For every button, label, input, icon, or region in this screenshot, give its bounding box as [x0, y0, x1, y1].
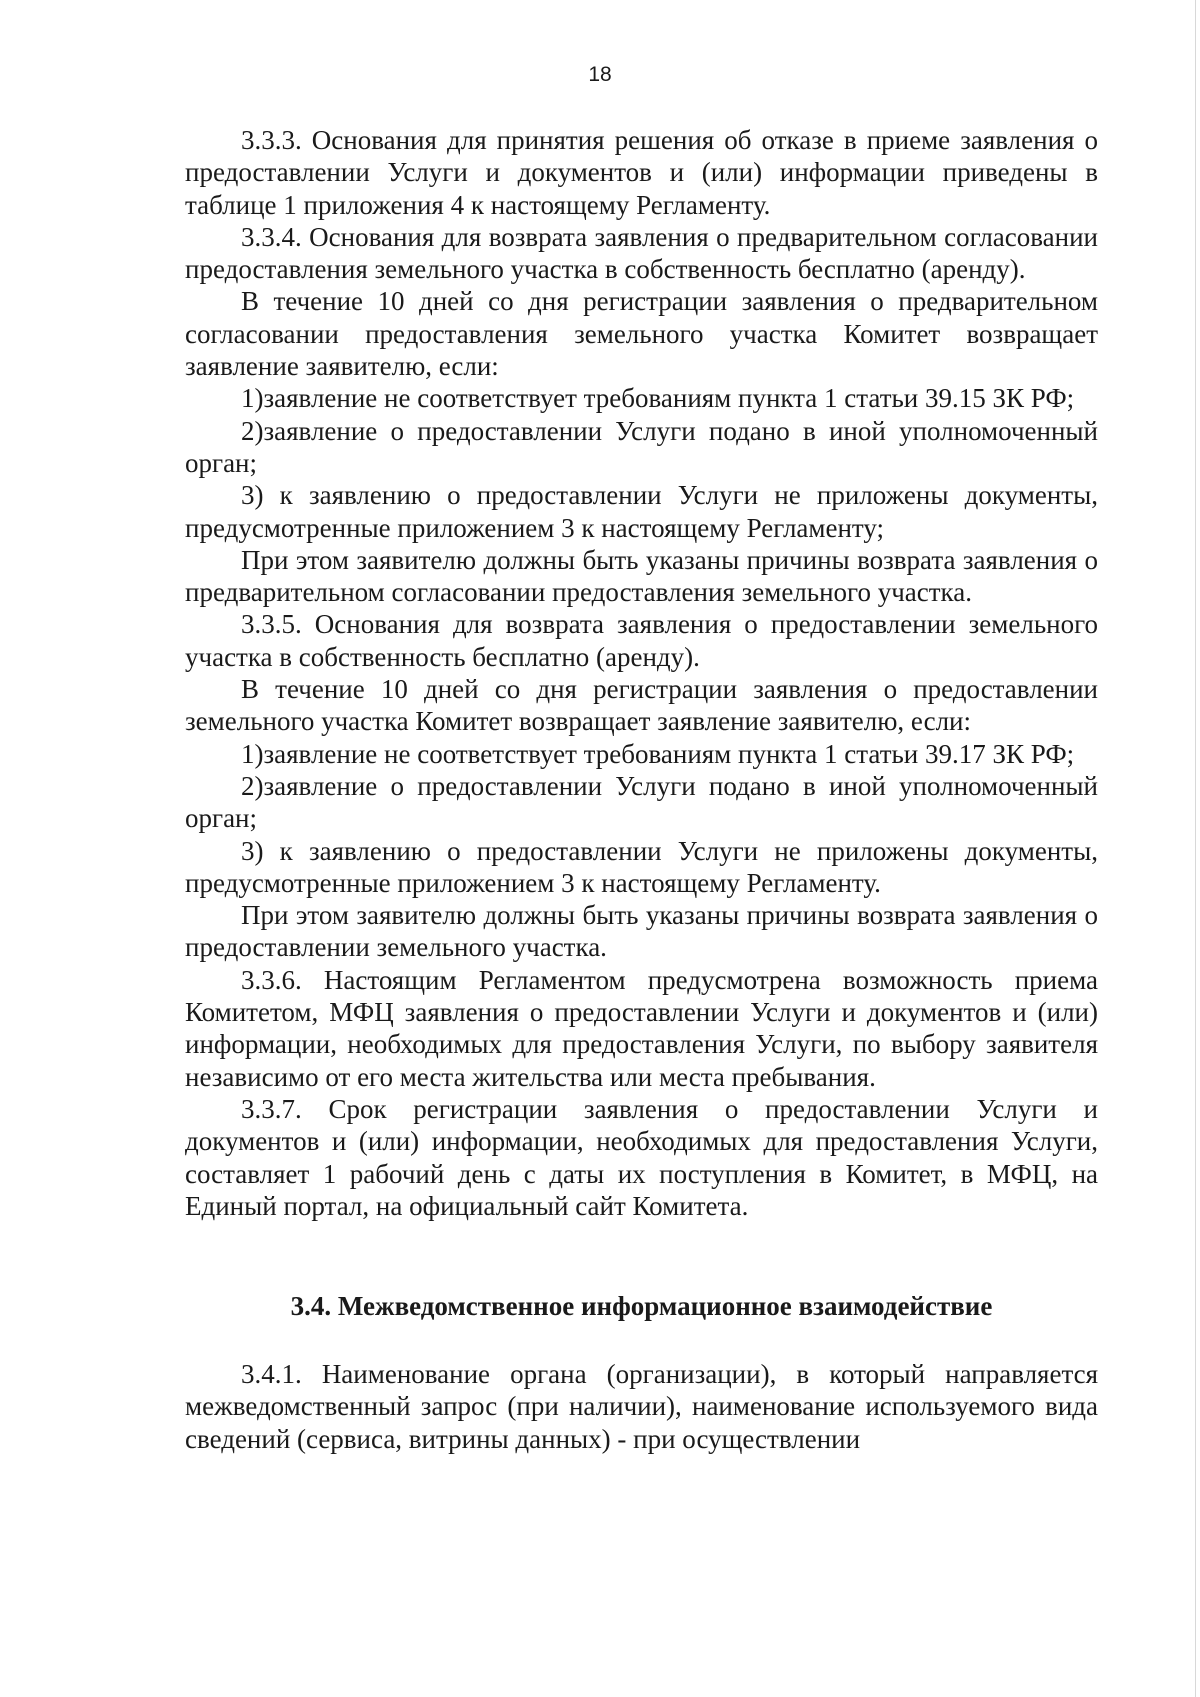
paragraph-3-3-4: 3.3.4. Основания для возврата заявления о предварительном согласовании предоставления земельного участка в собственность бесплатно (аренду). — [185, 221, 1098, 285]
paragraph-3-3-6: 3.3.6. Настоящим Регламентом предусмотрена возможность приема Комитетом, МФЦ заявления о предоставлении Услуги и документов и (или) информации, необходимых для предоставления Услуги, по выбору заявителя независимо от его места жительства или места пребывания. — [185, 964, 1098, 1092]
list-item-2: 2)заявление о предоставлении Услуги подано в иной уполномоченный орган; — [185, 415, 1098, 478]
paragraph-3-3-5: 3.3.5. Основания для возврата заявления о предоставлении земельного участка в собственность бесплатно (аренду). — [185, 609, 1098, 672]
paragraph-3-3-3: 3.3.3. Основания для принятия решения об отказе в приеме заявления о предоставлении Услуги и документов и (или) информации приведены в таблице 1 приложения 4 к настоящему Регламенту. — [185, 125, 1098, 220]
paragraph-3-3-5-note: При этом заявителю должны быть указаны причины возврата заявления о предоставлении земельного участка. — [185, 900, 1098, 963]
list-item-2: 2)заявление о предоставлении Услуги подано в иной уполномоченный орган; — [185, 770, 1098, 834]
list-item-1: 1)заявление не соответствует требованиям пункта 1 статьи 39.15 ЗК РФ; — [241, 383, 1075, 414]
document-body — [185, 124, 1098, 1455]
list-item-1: 1)заявление не соответствует требованиям пункта 1 статьи 39.17 ЗК РФ; — [241, 738, 1075, 769]
section-heading-3-4: 3.4. Межведомственное информационное взаимодействие — [290, 1291, 993, 1322]
list-item-3: 3) к заявлению о предоставлении Услуги не приложены документы, предусмотренные приложением 3 к настоящему Регламенту; — [185, 480, 1098, 543]
page-edge-line — [1195, 0, 1196, 1697]
paragraph-3-3-5-intro: В течение 10 дней со дня регистрации заявления о предоставлении земельного участка Комитет возвращает заявление заявителю, если: — [185, 674, 1098, 737]
paragraph-3-3-4-note: При этом заявителю должны быть указаны причины возврата заявления о предварительном согласовании предоставления земельного участка. — [185, 544, 1098, 608]
paragraph-3-3-7: 3.3.7. Срок регистрации заявления о предоставлении Услуги и документов и (или) информации, необходимых для предоставления Услуги, составляет 1 рабочий день с даты их поступления в Комитет, в МФЦ, на Единый портал, на официальный сайт Комитета. — [185, 1093, 1098, 1221]
page-number: 18 — [588, 63, 612, 86]
list-item-3: 3) к заявлению о предоставлении Услуги не приложены документы, предусмотренные приложением 3 к настоящему Регламенту. — [185, 835, 1098, 898]
paragraph-3-3-4-intro: В течение 10 дней со дня регистрации заявления о предварительном согласовании предоставления земельного участка Комитет возвращает заявление заявителю, если: — [185, 286, 1098, 382]
paragraph-3-4-1: 3.4.1. Наименование органа (организации), в который направляется межведомственный запрос (при наличии), наименование используемого вида сведений (сервиса, витрины данных) - при осуществлении — [185, 1359, 1098, 1454]
